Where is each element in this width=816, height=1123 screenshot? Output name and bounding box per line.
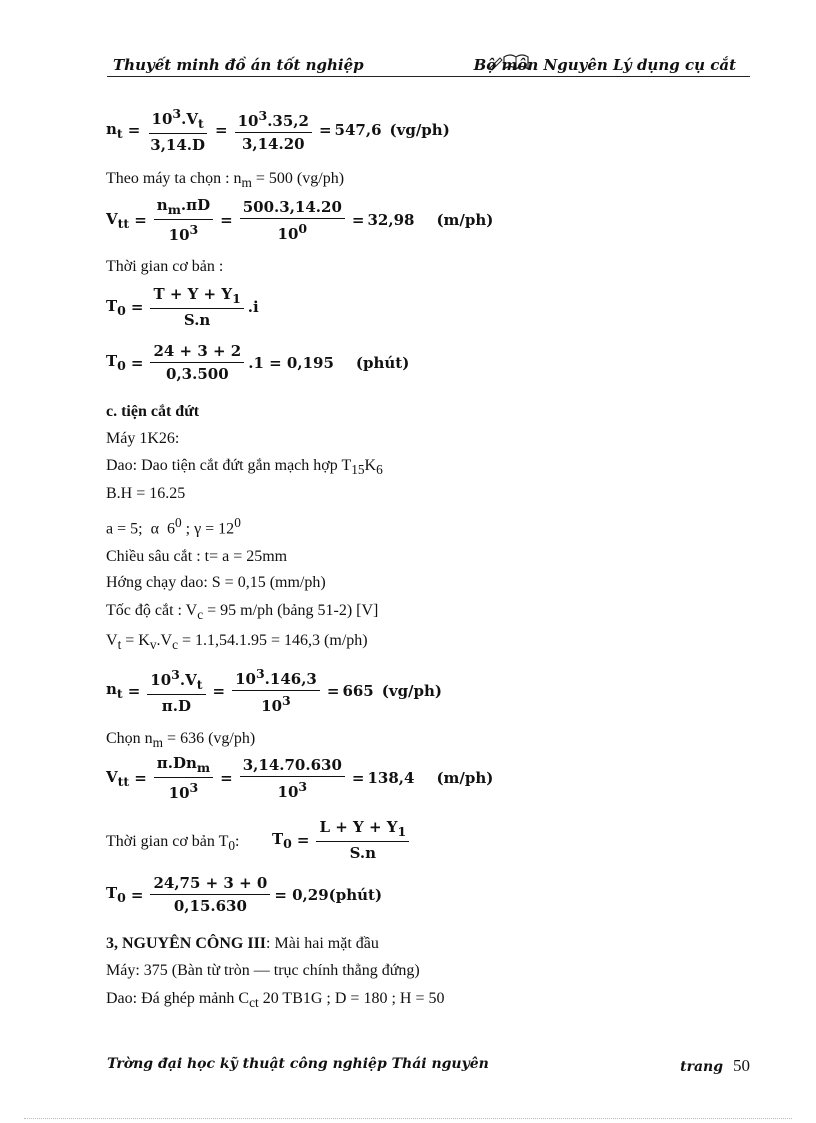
formula-t0-value-2: $T_0$ = $\frac{24,75 + 3 + 0}{0,15.630}$ = 0,29(phút): [106, 874, 383, 915]
text-dao-da-ghep: Dao: Đá ghép mảnh $C_{ct}$ 20 TB1G ; D = 180 ; H = 50: [106, 990, 445, 1011]
header-left-text: Thuyết minh đồ án tốt nghiệp: [113, 56, 364, 74]
header-right-text: Bộ môn Nguyên Lý dụng cụ cắt: [473, 56, 736, 74]
text-chieu-sau: Chiều sâu cắt : t= a = 25mm: [106, 548, 288, 565]
formula-t0-value-1: $T_0$ = $\frac{24 + 3 + 2}{0,3.500}$ .1 = 0,195 (phút): [106, 342, 410, 383]
text-theo-may: Theo máy ta chọn : $n_m = 500$ (vg/ph): [106, 170, 345, 191]
text-toc-do-cat: Tốc độ cắt : $V_c = 95$ m/ph (bảng 51-2) [V]: [106, 602, 379, 623]
formula-nt-2: $n_t$ = $\frac{10^3.V_t}{\pi.D}$ = $\frac{10^3.146,3}{10^3}$ = 665 (vg/ph): [106, 666, 443, 715]
text-vt: $V_t = K_v.V_c = 1.1,54.1.95 = 146,3$ (m/ph): [106, 632, 368, 653]
footer-page: trang 50: [680, 1056, 750, 1075]
section-heading-3: 3, NGUYÊN CÔNG III: Mài hai mặt đầu: [106, 935, 379, 952]
text-may-375: Máy: 375 (Bàn từ tròn — trục chính thẳng đứng): [106, 962, 420, 979]
text-thoi-gian-2: Thời gian cơ bản $T_0$:: [106, 833, 240, 854]
text-luong-chay-dao: Hớng chạy dao: S = 0,15 (mm/ph): [106, 574, 326, 591]
text-bh: B.H = 16.25: [106, 485, 186, 502]
text-thoi-gian-1: Thời gian cơ bản :: [106, 258, 224, 275]
text-dao: Dao: Dao tiện cắt đứt gắn mạch hợp $T_{15}K_6$: [106, 457, 383, 478]
formula-vtt-1: $V_{tt}$ = $\frac{n_m.\pi D}{10^3}$ = $\frac{500.3,14.20}{10^0}$ = 32,98 (m/ph): [106, 196, 494, 244]
section-heading-c: c. tiện cắt đứt: [106, 403, 200, 420]
bottom-dotted-rule: [24, 1118, 792, 1119]
text-chon-nm: Chọn $n_m = 636$ (vg/ph): [106, 730, 256, 751]
footer-left-text: Trờng đại học kỹ thuật công nghiệp Thái nguyên: [107, 1056, 489, 1072]
page-number: 50: [733, 1056, 750, 1075]
page-header: [107, 50, 750, 77]
formula-t0-general-2: $T_0$ = $\frac{L + Y + Y_1}{S.n}$: [272, 818, 413, 862]
text-angles: a = 5; α $6^0$ ; $\gamma = 12^0$: [106, 515, 241, 538]
formula-vtt-2: $V_{tt}$ = $\frac{\pi.Dn_m}{10^3}$ = $\frac{3,14.70.630}{10^3}$ = 138,4 (m/ph): [106, 754, 494, 802]
formula-t0-general: $T_0$ = $\frac{T + Y + Y_1}{S.n}$ .i: [106, 285, 259, 329]
page-footer: [107, 1056, 750, 1076]
formula-nt-1: $n_t$ = $\frac{10^3.V_t}{3,14.D}$ = $\frac{10^3.35,2}{3,14.20}$ = 547,6 (vg/ph): [106, 106, 450, 154]
text-may-1k26: Máy 1K26:: [106, 430, 180, 447]
